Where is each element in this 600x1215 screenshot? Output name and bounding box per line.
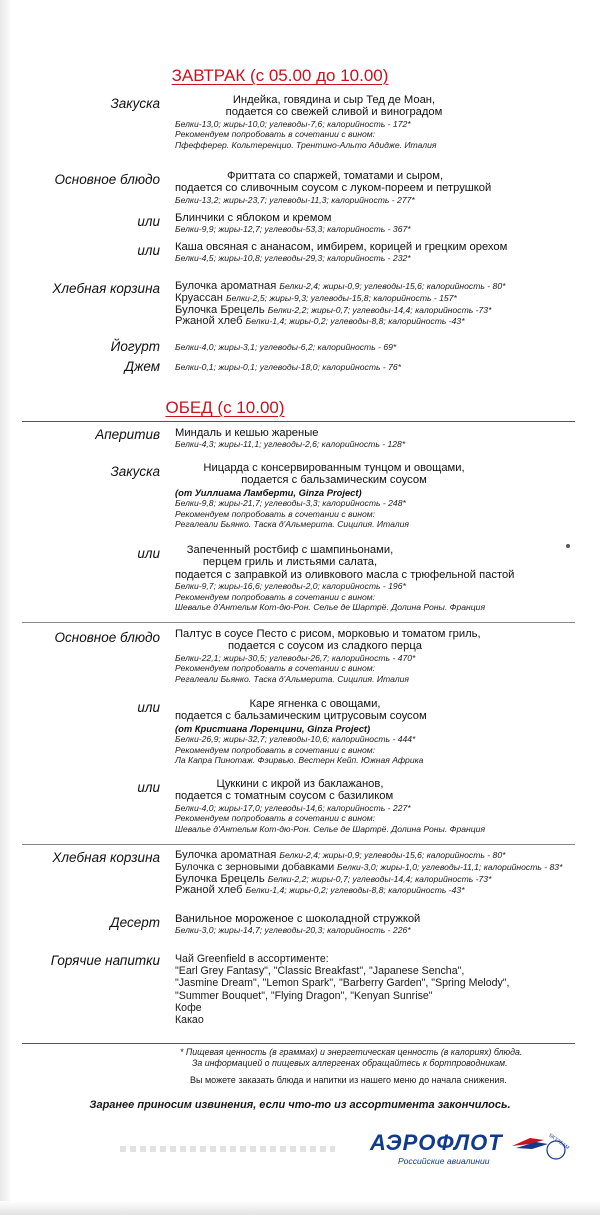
drink-line: Какао xyxy=(175,1014,204,1027)
dish-name-line: Запеченный ростбиф с шампиньонами, xyxy=(186,544,394,556)
nutrition-footnote xyxy=(180,1047,580,1069)
dish-block xyxy=(175,170,575,205)
dish-block xyxy=(175,544,575,613)
dish-block xyxy=(175,698,575,766)
section-label: или xyxy=(137,546,160,561)
nutrition-info: Белки-4,0; жиры-3,1; углеводы-6,2; калорийность - 69* xyxy=(175,342,397,352)
bread-item: Булочка ароматная Белки-2,4; жиры-0,9; углеводы-15,6; калорийность - 80* xyxy=(175,280,506,292)
nutrition-info: Белки-4,3; жиры-11,1; углеводы-2,6; калорийность - 128* xyxy=(175,439,406,450)
bread-item: Булочка Брецель Белки-2,2; жиры-0,7; углеводы-14,4; калорийность -73* xyxy=(175,303,492,316)
wine-name: Регалеали Бьянко. Таска д'Альмерита. Сицилия. Италия xyxy=(175,519,409,530)
dish-block xyxy=(175,462,575,530)
divider xyxy=(22,622,575,623)
wine-recommendation-label: Рекомендуем попробовать в сочетании с вином: xyxy=(175,663,376,674)
dish-name-line: Ванильное мороженое с шоколадной стружкой xyxy=(175,913,421,925)
nutrition-info: Белки-9,7; жиры-16,6; углеводы-2,0; калорийность - 196* xyxy=(175,581,406,592)
dish-name-line: подается с томатным соусом с базиликом xyxy=(175,790,394,803)
apology-note: Заранее приносим извинения, если что-то из ассортимента закончилось. xyxy=(89,1099,511,1111)
logo-subtitle: Российские авиалинии xyxy=(398,1156,490,1166)
bread-item: Ржаной хлеб Белки-1,4; жиры-0,2; углеводы-8,8; калорийность -43* xyxy=(175,884,465,897)
dish-name-line: подается с бальзамическим цитрусовым соусом xyxy=(175,710,427,723)
drinks-list xyxy=(175,953,575,1026)
dish-name-line: Каре ягненка с овощами, xyxy=(249,698,381,710)
dish-name-line: Ницарда с консервированным тунцом и овощами, xyxy=(203,462,465,474)
bread-list xyxy=(175,281,575,328)
section-label: или xyxy=(137,243,160,258)
dish-name-line: перцем гриль и листьями салата, xyxy=(202,556,378,569)
dish-block xyxy=(175,628,575,685)
section-label: Десерт xyxy=(110,915,160,930)
nutrition-info: Белки-13,0; жиры-10,0; углеводы-7,6; калорийность - 172* xyxy=(175,118,411,129)
wine-recommendation-label: Рекомендуем попробовать в сочетании с вином: xyxy=(175,744,376,755)
dish-name-line: Миндаль и кешью жареные xyxy=(175,427,319,439)
dish-name-line: Цуккини с икрой из баклажанов, xyxy=(216,778,384,790)
breakfast-title: ЗАВТРАК (с 05.00 до 10.00) xyxy=(171,66,389,85)
drink-line: "Jasmine Dream", "Lemon Spark", "Barberry Garden", "Spring Melody", xyxy=(175,977,510,990)
logo-wordmark: АЭРОФЛОТ xyxy=(370,1130,503,1155)
dish-block xyxy=(175,362,575,373)
section-label: Горячие напитки xyxy=(50,953,160,968)
wine-recommendation-label: Рекомендуем попробовать в сочетании с вином: xyxy=(175,591,376,602)
scan-artifact xyxy=(120,1146,335,1152)
section-label: Аперитив xyxy=(95,427,160,442)
dish-block xyxy=(175,913,575,936)
nutrition-info: Белки-3,0; жиры-14,7; углеводы-20,3; калорийность - 226* xyxy=(175,925,411,936)
nutrition-info: Белки-4,5; жиры-10,8; углеводы-29,3; калорийность - 232* xyxy=(175,253,411,264)
section-label: Основное блюдо xyxy=(54,172,160,187)
dish-name-line: Блинчики с яблоком и кремом xyxy=(175,212,332,224)
dish-name-line: подается с бальзамическим соусом xyxy=(241,474,427,487)
bread-list xyxy=(175,850,575,897)
dish-name-line: Палтус в соусе Песто с рисом, морковью и томатом гриль, xyxy=(175,628,481,640)
drink-line: "Earl Grey Fantasy", "Classic Breakfast", "Japanese Sencha", xyxy=(175,965,465,978)
nutrition-info: Белки-26,9; жиры-32,7; углеводы-10,6; калорийность - 444* xyxy=(175,734,416,745)
nutrition-info: Белки-22,1; жиры-30,5; углеводы-26,7; калорийность - 470* xyxy=(175,652,416,663)
section-label: или xyxy=(137,700,160,715)
divider xyxy=(22,421,575,422)
order-note: Вы можете заказать блюда и напитки из нашего меню до начала снижения. xyxy=(190,1075,507,1085)
lunch-title: ОБЕД (с 10.00) xyxy=(165,398,285,417)
section-label: Хлебная корзина xyxy=(52,850,160,865)
footnote-line: За информацией о пищевых аллергенах обращайтесь к бортпроводникам. xyxy=(192,1058,508,1068)
alliance-label: SKYTEAM xyxy=(547,1132,571,1152)
nutrition-info: Белки-13,2; жиры-23,7; углеводы-11,3; калорийность - 277* xyxy=(175,194,415,205)
chef-credit: (от Уиллиама Ламберти, Ginza Project) xyxy=(175,486,362,498)
drink-line: Чай Greenfield в ассортименте: xyxy=(175,953,329,965)
aeroflot-logo xyxy=(370,1128,570,1176)
section-label: Закуска xyxy=(110,96,160,111)
dish-name-line: подается с заправкой из оливкового масла с трюфельной пастой xyxy=(175,568,515,581)
section-label: или xyxy=(137,214,160,229)
nutrition-info: Белки-9,8; жиры-21,7; углеводы-3,3; калорийность - 248* xyxy=(175,498,406,509)
wine-name: Ла Капра Пинотаж. Фэирвью. Вестерн Кейп. Южная Африка xyxy=(175,755,424,766)
section-label: Хлебная корзина xyxy=(52,281,160,296)
bread-item: Булочка ароматная Белки-2,4; жиры-0,9; углеводы-15,6; калорийность - 80* xyxy=(175,849,506,861)
bread-item: Круассан Белки-2,5; жиры-9,3; углеводы-15,8; калорийность - 157* xyxy=(175,291,457,304)
scan-edge-bottom xyxy=(0,1201,600,1215)
wine-recommendation-label: Рекомендуем попробовать в сочетании с вином: xyxy=(175,129,376,140)
wine-recommendation-label: Рекомендуем попробовать в сочетании с вином: xyxy=(175,813,376,824)
dish-name-line: Фриттата со спаржей, томатами и сыром, xyxy=(226,170,444,182)
dish-name-line: Каша овсяная с ананасом, имбирем, корицей и грецким орехом xyxy=(175,241,508,253)
section-label: Джем xyxy=(124,359,160,374)
chef-credit: (от Кристиана Лоренцини, Ginza Project) xyxy=(175,722,371,734)
nutrition-info: Белки-0,1; жиры-0,1; углеводы-18,0; калорийность - 76* xyxy=(175,362,402,372)
section-label: Йогурт xyxy=(110,339,160,354)
section-label: Основное блюдо xyxy=(54,630,160,645)
footnote-line: * Пищевая ценность (в граммах) и энергетическая ценность (в калориях) блюда. xyxy=(180,1047,523,1057)
wine-name: Шевалье д'Антельм Кот-дю-Рон. Селье де Шартрё. Долина Роны. Франция xyxy=(175,824,486,834)
section-label: или xyxy=(137,780,160,795)
wine-name: Регалеали Бьянко. Таска д'Альмерита. Сицилия. Италия xyxy=(175,674,409,684)
scan-edge-left xyxy=(0,0,10,1215)
wine-name: Шевалье д'Антельм Кот-дю-Рон. Селье де Шартрё. Долина Роны. Франция xyxy=(175,602,486,613)
dish-block xyxy=(175,778,575,835)
nutrition-info: Белки-4,0; жиры-17,0; углеводы-14,6; калорийность - 227* xyxy=(175,802,411,813)
wine-recommendation-label: Рекомендуем попробовать в сочетании с вином: xyxy=(175,508,376,519)
drink-line: Кофе xyxy=(175,1001,202,1014)
dish-name-line: Индейка, говядина и сыр Тед де Моан, xyxy=(232,94,436,106)
dish-name-line: подается со сливочным соусом с луком-пореем и петрушкой xyxy=(175,182,492,195)
bread-item: Булочка Брецель Белки-2,2; жиры-0,7; углеводы-14,4; калорийность -73* xyxy=(175,872,492,885)
nutrition-info: Белки-9,9; жиры-12,7; углеводы-53,3; калорийность - 367* xyxy=(175,224,411,235)
dish-name-line: подается с соусом из сладкого перца xyxy=(227,640,423,653)
wine-name: Пфефферер. Кольтеренцио. Трентино-Альто Адидже. Италия xyxy=(175,140,437,150)
skyteam-wing-icon xyxy=(510,1128,571,1168)
divider xyxy=(22,1043,575,1044)
divider xyxy=(22,844,575,845)
dish-name-line: подается со свежей сливой и виноградом xyxy=(225,106,443,119)
dish-block xyxy=(175,94,575,151)
dish-block xyxy=(175,427,575,450)
drink-line: "Summer Bouquet", "Flying Dragon", "Kenyan Sunrise" xyxy=(175,989,433,1002)
bread-item: Булочка с зерновыми добавками Белки-3,0; жиры-1,0; углеводы-11,1; калорийность - 83* xyxy=(175,861,563,873)
section-label: Закуска xyxy=(110,464,160,479)
dish-block xyxy=(175,212,575,235)
dish-block xyxy=(175,241,575,264)
scan-speck xyxy=(566,544,570,548)
bread-item: Ржаной хлеб Белки-1,4; жиры-0,2; углеводы-8,8; калорийность -43* xyxy=(175,315,465,328)
dish-block xyxy=(175,342,575,353)
